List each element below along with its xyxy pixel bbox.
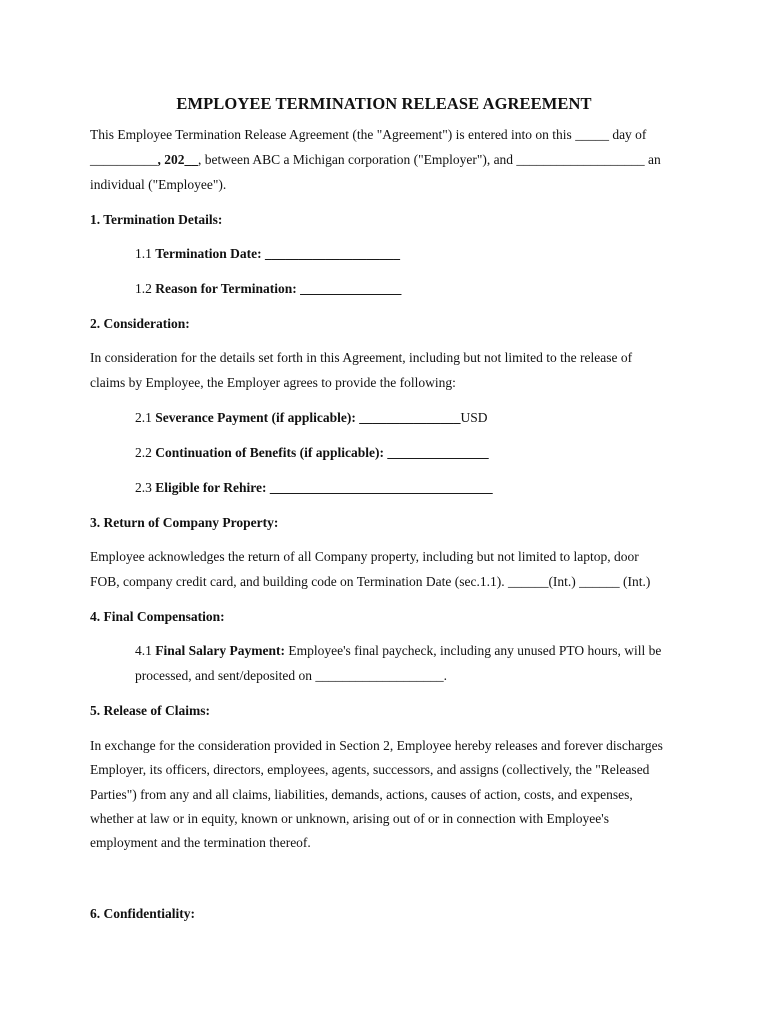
document-title: EMPLOYEE TERMINATION RELEASE AGREEMENT	[176, 94, 592, 113]
section-5-para-line-1: In exchange for the consideration provided in Section 2, Employee hereby releases and forever discharges	[90, 738, 663, 753]
item-1-1: 1.1 Termination Date: ____________________	[135, 246, 400, 261]
item-4-1: 4.1 Final Salary Payment: Employee's final paycheck, including any unused PTO hours, will be	[135, 643, 662, 658]
intro-line-3: individual ("Employee").	[90, 177, 227, 192]
item-4-1-line-2: processed, and sent/deposited on ___________________.	[135, 668, 447, 683]
section-4-heading: 4. Final Compensation:	[90, 609, 225, 624]
section-1-heading: 1. Termination Details:	[90, 212, 223, 227]
currency-label: USD	[460, 410, 488, 425]
section-6-heading: 6. Confidentiality:	[90, 906, 196, 921]
section-2-para-line-1: In consideration for the details set forth in this Agreement, including but not limited to the release of	[90, 350, 633, 365]
intro-blank: __________	[90, 152, 158, 167]
section-5-para-line-4: whether at law or in equity, known or unknown, arising out of or in connection with Employee's	[90, 811, 609, 826]
rehire-field: Eligible for Rehire: _________________________________	[155, 480, 493, 495]
section-2-heading: 2. Consideration:	[90, 316, 190, 331]
intro-line-2	[90, 151, 661, 169]
item-2-2: 2.2 Continuation of Benefits (if applicable): _______________	[135, 445, 489, 460]
termination-date-field: Termination Date: ____________________	[155, 246, 400, 261]
item-1-2: 1.2 Reason for Termination: _______________	[135, 281, 402, 296]
item-2-1: 2.1 Severance Payment (if applicable): _______________USD	[135, 410, 488, 425]
section-2-para-line-2: claims by Employee, the Employer agrees to provide the following:	[90, 375, 456, 390]
section-3-heading: 3. Return of Company Property:	[90, 515, 279, 530]
section-3-para-line-1: Employee acknowledges the return of all Company property, including but not limited to laptop, door	[90, 549, 639, 564]
item-2-3: 2.3 Eligible for Rehire: _________________________________	[135, 480, 493, 495]
intro-year: , 202__	[157, 152, 198, 167]
intro-parties: , between ABC a Michigan corporation ("Employer"), and ___________________ an	[198, 152, 661, 167]
final-salary-label: Final Salary Payment:	[155, 643, 285, 658]
benefits-field: Continuation of Benefits (if applicable): _______________	[155, 445, 489, 460]
section-5-para-line-5: employment and the termination thereof.	[90, 835, 311, 850]
intro-line-1: This Employee Termination Release Agreement (the "Agreement") is entered into on this _____ day of	[90, 127, 647, 142]
section-5-para-line-3: Parties") from any and all claims, liabilities, demands, actions, causes of action, costs, and expenses,	[90, 787, 633, 802]
section-5-heading: 5. Release of Claims:	[90, 703, 210, 718]
section-3-para-line-2: FOB, company credit card, and building code on Termination Date (sec.1.1). ______(Int.) ______ (Int.)	[90, 574, 651, 589]
severance-field: Severance Payment (if applicable): _______________	[155, 410, 461, 425]
section-5-para-line-2: Employer, its officers, directors, employees, agents, successors, and assigns (collectively, the "Released	[90, 762, 650, 777]
termination-reason-field: Reason for Termination: _______________	[155, 281, 402, 296]
